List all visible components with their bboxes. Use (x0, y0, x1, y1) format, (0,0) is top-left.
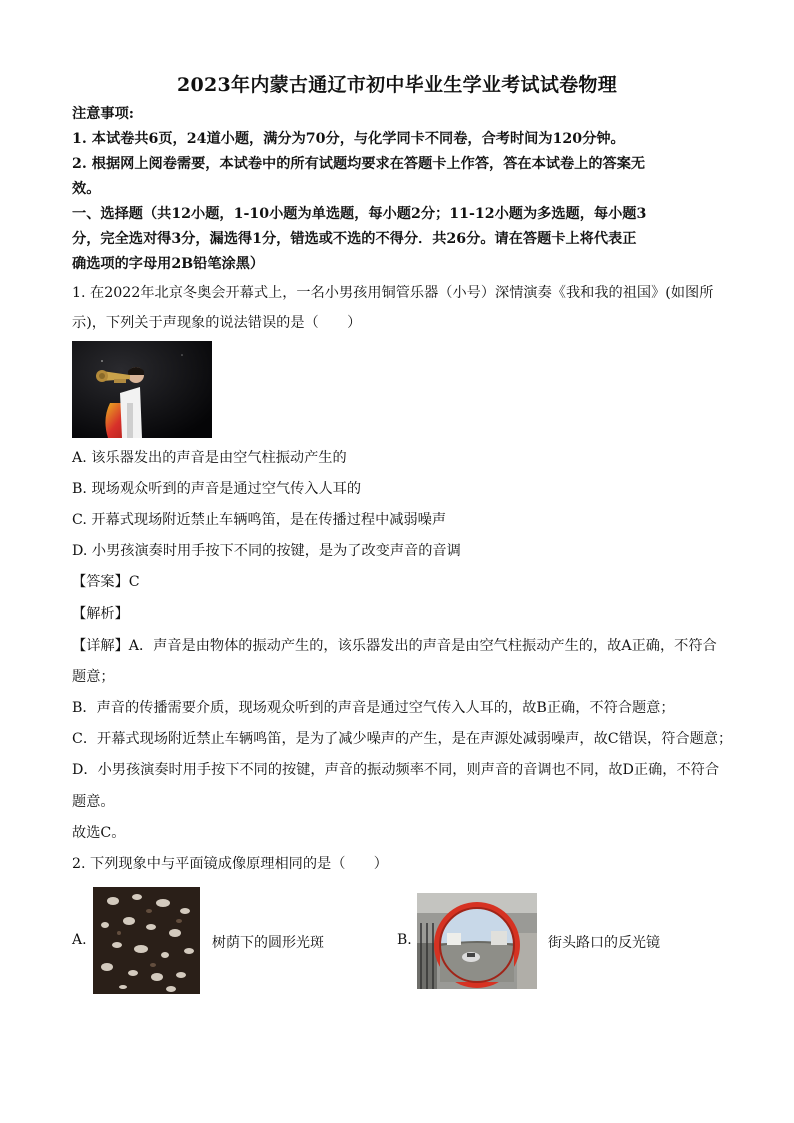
q1-option-d: D. 小男孩演奏时用手按下不同的按键，是为了改变声音的音调 (72, 543, 461, 559)
section-heading-line-3: 确选项的字母用2B铅笔涂黑） (72, 256, 265, 272)
notice-heading: 注意事项: (72, 106, 134, 122)
convex-mirror-photo (417, 893, 537, 989)
q1-option-c: C. 开幕式现场附近禁止车辆鸣笛，是在传播过程中减弱噪声 (72, 512, 447, 528)
q2-option-a-text: 树荫下的圆形光斑 (212, 935, 324, 951)
notice-item-1: 1. 本试卷共6页，24道小题，满分为70分，与化学同卡不同卷，合考时间为120分钟。 (72, 131, 625, 147)
q1-answer: 【答案】C (72, 574, 140, 590)
q2-option-a-letter: A. (72, 932, 87, 948)
q1-option-a: A. 该乐器发出的声音是由空气柱振动产生的 (72, 450, 347, 466)
tree-shadow-light-spots-photo (93, 887, 200, 994)
notice-item-2-line-2: 效。 (72, 181, 101, 197)
q1-option-b: B. 现场观众听到的声音是通过空气传入人耳的 (72, 481, 362, 497)
q2-stem: 2. 下列现象中与平面镜成像原理相同的是（ ） (72, 856, 388, 872)
q1-detail-d-line-2: 题意。 (72, 794, 115, 810)
section-heading-line-1: 一、选择题（共12小题，1-10小题为单选题，每小题2分；11-12小题为多选题，每小题3 (72, 206, 647, 222)
trumpet-player-photo (72, 341, 212, 438)
q1-stem-line-1: 1. 在2022年北京冬奥会开幕式上，一名小男孩用铜管乐器（小号）深情演奏《我和我的祖国》(如图所 (72, 285, 714, 301)
q1-detail-b: B．声音的传播需要介质，现场观众听到的声音是通过空气传入人耳的，故B正确，不符合题意； (72, 700, 675, 716)
notice-item-2-line-1: 2. 根据网上阅卷需要，本试卷中的所有试题均要求在答题卡上作答，答在本试卷上的答案无 (72, 156, 646, 172)
q2-option-b-text: 街头路口的反光镜 (548, 935, 660, 951)
q1-detail-a-line-1: 【详解】A．声音是由物体的振动产生的，该乐器发出的声音是由空气柱振动产生的，故A正确，不符合 (72, 638, 717, 654)
section-heading-line-2: 分，完全选对得3分，漏选得1分，错选或不选的不得分．共26分。请在答题卡上将代表正 (72, 231, 637, 247)
page-title: 2023年内蒙古通辽市初中毕业生学业考试试卷物理 (176, 74, 618, 96)
q1-analysis-label: 【解析】 (72, 606, 129, 622)
q2-option-b-letter: B. (397, 932, 412, 948)
q1-stem-line-2: 示)，下列关于声现象的说法错误的是（ ） (72, 315, 362, 331)
q1-detail-c: C．开幕式现场附近禁止车辆鸣笛，是为了减少噪声的产生，是在声源处减弱噪声，故C错误，符合题意； (72, 731, 733, 747)
q1-detail-d-line-1: D．小男孩演奏时用手按下不同的按键，声音的振动频率不同，则声音的音调也不同，故D正确，不符合 (72, 762, 720, 778)
q1-conclusion: 故选C。 (72, 825, 126, 841)
q1-detail-a-line-2: 题意； (72, 669, 115, 685)
